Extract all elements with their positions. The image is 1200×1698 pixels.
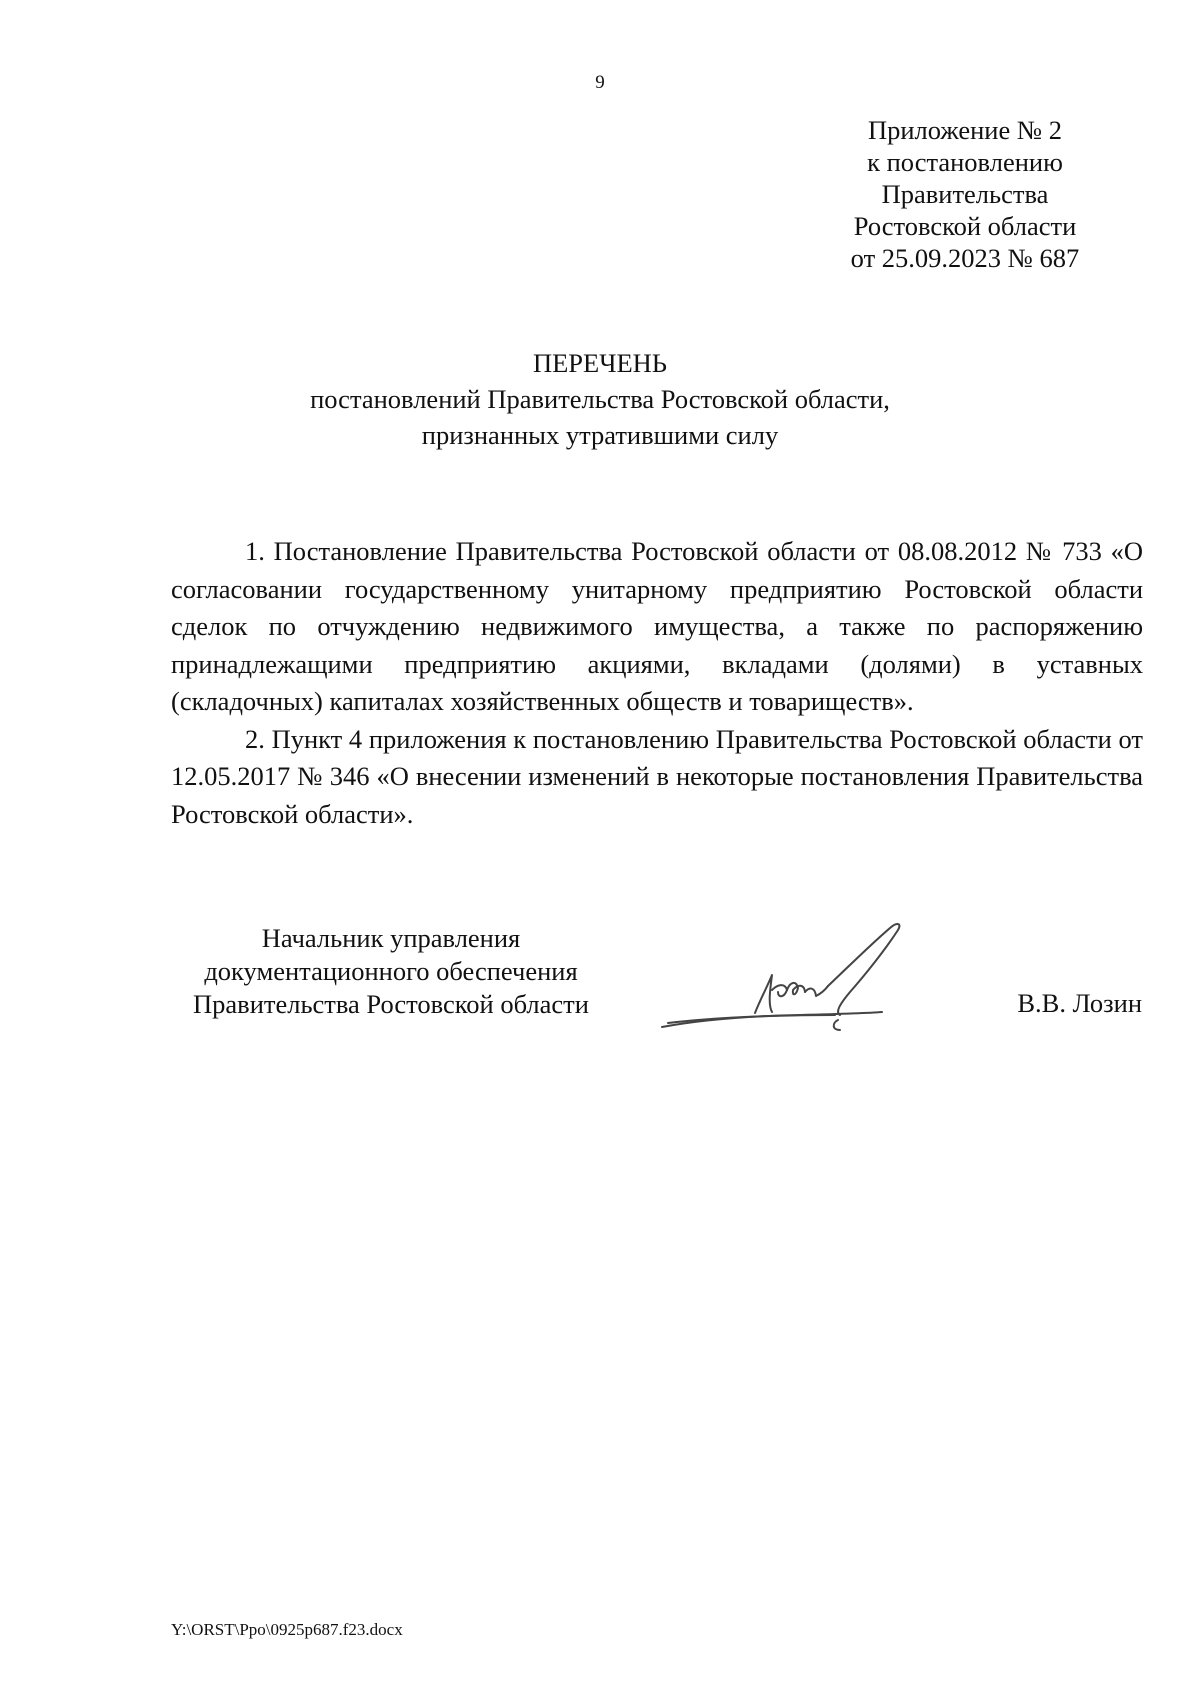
- signer-title-line: Правительства Ростовской области: [193, 989, 589, 1019]
- list-item: 1. Постановление Правительства Ростовской области от 08.08.2012 № 733 «О согласовании государственному унитарному предприятию Ростовской области сделок по отчуждению недвижимого имущества, а также по распоряжению принадлежащими предприятию акциями, вкладами (долями) в уставных (складочных) капиталах хозяйственных обществ и товариществ».: [171, 536, 1143, 716]
- list-of-acts: [171, 533, 1143, 833]
- heading-subtitle-line: признанных утратившими силу: [421, 420, 779, 450]
- heading-title: ПЕРЕЧЕНЬ: [532, 348, 667, 378]
- signer-title: [171, 922, 611, 1021]
- appendix-line: от 25.09.2023 № 687: [850, 243, 1080, 273]
- page-number: 9: [595, 72, 605, 93]
- document-heading: [0, 345, 1200, 453]
- signer-title-line: Начальник управления: [261, 923, 521, 953]
- appendix-line: Приложение № 2: [867, 115, 1062, 145]
- file-path: Y:\ORST\Ppo\0925p687.f23.docx: [171, 1620, 403, 1639]
- appendix-line: к постановлению: [867, 147, 1063, 177]
- appendix-line: Правительства: [881, 179, 1049, 209]
- appendix-block: [840, 114, 1090, 274]
- handwritten-signature: [660, 920, 950, 1040]
- signer-name: В.В. Лозин: [1017, 988, 1142, 1018]
- appendix-line: Ростовской области: [853, 211, 1077, 241]
- signer-title-line: документационного обеспечения: [204, 956, 578, 986]
- heading-subtitle-line: постановлений Правительства Ростовской области,: [310, 384, 890, 414]
- list-item: 2. Пункт 4 приложения к постановлению Правительства Ростовской области от 12.05.2017 № 346 «О внесении изменений в некоторые постановления Правительства Ростовской области».: [171, 723, 1143, 829]
